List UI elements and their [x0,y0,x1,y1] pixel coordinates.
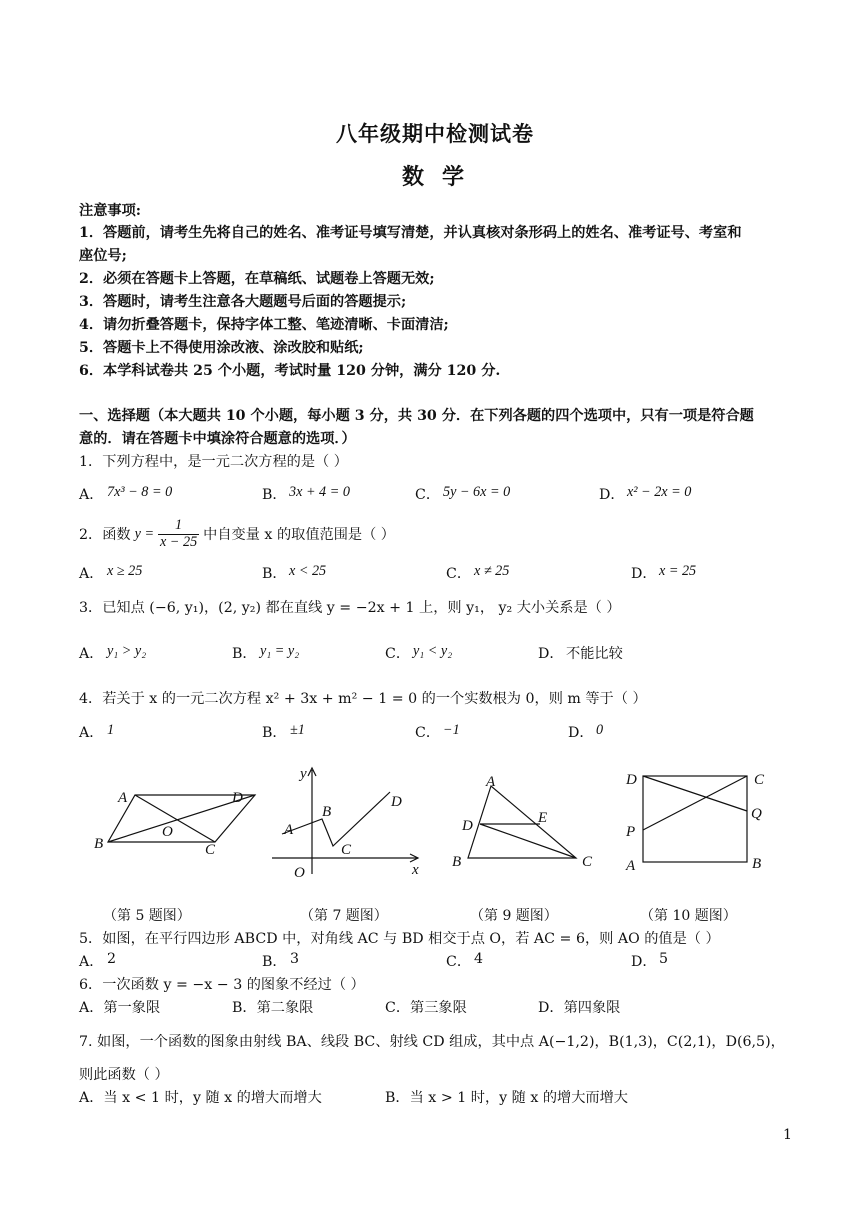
fig10-label-a: A [626,858,636,874]
fig5-label-b: B [94,836,104,852]
fig7-label-x: x [412,862,419,878]
figure-5-caption: （第 5 题图） [103,908,191,924]
fig10-label-b: B [752,856,762,872]
q2-opt-b: x < 25 [289,563,327,579]
fig9-label-c: C [582,854,593,870]
q3-opt-d: 不能比较 [566,646,623,662]
q1-opt-b-label: B． [262,487,287,503]
fig7-label-a: A [284,822,294,838]
q4-opt-b-label: B． [262,725,287,741]
q3-opt-d-label: D． [538,646,564,662]
question-5-stem: 5．如图，在平行四边形 ABCD 中，对角线 AC 与 BD 相交于点 O，若 AC = 6，则 AO 的值是（ ） [79,931,720,947]
q5-opt-d: 5 [659,951,669,967]
q5-opt-a: 2 [107,951,117,967]
figure-9-triangle [448,772,608,872]
q2-opt-c: x ≠ 25 [474,563,510,579]
question-6-stem: 6．一次函数 y = −x − 3 的图象不经过（ ） [79,977,365,993]
q2-opt-a-label: A． [79,566,104,582]
q1-opt-d: x² − 2x = 0 [627,484,692,500]
q1-opt-c-label: C． [415,487,441,503]
q4-opt-d: 0 [596,722,604,738]
q5-opt-b: 3 [290,951,300,967]
q5-opt-b-label: B． [262,954,287,970]
q4-opt-a: 1 [107,722,115,738]
figure-7-function-graph [270,762,430,882]
question-7-stem: 7. 如图，一个函数的图象由射线 BA、线段 BC、射线 CD 组成，其中点 A(−1,2)，B(1,3)，C(2,1)，D(6,5)， [79,1034,785,1050]
q1-opt-a-label: A． [79,487,104,503]
q2-opt-a: x ≥ 25 [107,563,143,579]
q4-opt-c-label: C． [415,725,441,741]
note-item: 6．本学科试卷共 25 个小题，考试时量 120 分钟，满分 120 分. [79,363,501,379]
q3-opt-b-label: B． [232,646,257,662]
question-2-stem [79,518,395,550]
q7-opt-b: B．当 x > 1 时，y 随 x 的增大而增大 [385,1090,628,1106]
q2-y: y = [134,525,155,542]
fig9-label-a: A [486,774,496,790]
q4-opt-b: ±1 [290,722,305,738]
note-item: 座位号; [79,248,127,264]
notes-heading: 注意事项: [79,203,141,219]
fig9-label-e: E [538,810,548,826]
fig7-label-o: O [294,865,305,881]
q7-opt-a: A．当 x < 1 时，y 随 x 的增大而增大 [79,1090,322,1106]
fig5-label-a: A [118,790,128,806]
q1-opt-c: 5y − 6x = 0 [443,484,511,500]
q1-opt-b: 3x + 4 = 0 [289,484,350,500]
fig5-label-o: O [162,824,173,840]
note-item: 3．答题时，请考生注意各大题题号后面的答题提示; [79,294,407,310]
q6-opt-d: D．第四象限 [538,1000,621,1016]
figure-10-caption: （第 10 题图） [640,908,737,924]
q2-fraction [158,518,199,550]
figure-7-caption: （第 7 题图） [300,908,388,924]
q3-opt-c: y₁ < y₂ [413,643,453,659]
section-heading-cont: 意的．请在答题卡中填涂符合题意的选项．） [79,431,356,447]
exam-title: 八年级期中检测试卷 [336,121,534,146]
q3-opt-c-label: C． [385,646,411,662]
fig7-label-d: D [391,794,402,810]
q5-opt-d-label: D． [631,954,657,970]
q2-opt-d: x = 25 [659,563,697,579]
q2-post: 中自变量 x 的取值范围是（ ） [203,527,395,544]
q2-numerator: 1 [158,518,199,535]
note-item: 5．答题卡上不得使用涂改液、涂改胶和贴纸; [79,340,364,356]
question-3-stem: 3．已知点 (−6, y₁)，(2, y₂) 都在直线 y = −2x + 1 上，则 y₁， y₂ 大小关系是（ ） [79,600,621,616]
figure-9-caption: （第 9 题图） [470,908,558,924]
q5-opt-c-label: C． [446,954,472,970]
q2-opt-b-label: B． [262,566,287,582]
fig7-label-c: C [341,842,352,858]
q1-opt-d-label: D． [599,487,625,503]
q6-opt-c: C．第三象限 [385,1000,467,1016]
note-item: 2．必须在答题卡上答题，在草稿纸、试题卷上答题无效; [79,271,435,287]
figure-10-rectangle [622,766,772,876]
note-item: 1．答题前，请考生先将自己的姓名、准考证号填写清楚，并认真核对条形码上的姓名、准考证号、考室和 [79,225,742,241]
q5-opt-c: 4 [474,951,484,967]
q6-opt-b: B．第二象限 [232,1000,314,1016]
fig5-label-c: C [205,842,216,858]
q3-opt-a: y₁ > y₂ [107,643,147,659]
q1-opt-a: 7x³ − 8 = 0 [107,484,173,500]
q2-denominator: x − 25 [160,533,198,550]
fig10-label-d: D [626,772,637,788]
q2-opt-c-label: C． [446,566,472,582]
question-7-stem-cont: 则此函数（ ） [79,1067,169,1083]
fig7-label-y: y [300,766,307,782]
fig7-label-b: B [322,804,332,820]
section-heading: 一、选择题（本大题共 10 个小题，每小题 3 分，共 30 分．在下列各题的四个选项中，只有一项是符合题 [79,408,754,424]
q4-opt-c: −1 [443,722,460,738]
fig5-label-d: D [232,790,243,806]
fig10-label-c: C [754,772,765,788]
q3-opt-a-label: A． [79,646,104,662]
q4-opt-d-label: D． [568,725,594,741]
fig9-label-d: D [462,818,473,834]
q4-opt-a-label: A． [79,725,104,741]
fig10-label-p: P [626,824,636,840]
q5-opt-a-label: A． [79,954,104,970]
q2-pre: 2．函数 [79,527,131,544]
figure-5-parallelogram [90,780,260,860]
fig9-label-b: B [452,854,462,870]
q2-opt-d-label: D． [631,566,657,582]
q6-opt-a: A．第一象限 [79,1000,161,1016]
subject-title: 数学 [402,164,483,190]
page-number: 1 [783,1127,793,1143]
q3-opt-b: y₁ = y₂ [260,643,300,659]
note-item: 4．请勿折叠答题卡，保持字体工整、笔迹清晰、卡面清洁; [79,317,449,333]
question-1-stem: 1．下列方程中，是一元二次方程的是（ ） [79,454,348,470]
question-4-stem: 4．若关于 x 的一元二次方程 x² + 3x + m² − 1 = 0 的一个实数根为 0，则 m 等于（ ） [79,691,647,707]
fig10-label-q: Q [751,806,762,822]
